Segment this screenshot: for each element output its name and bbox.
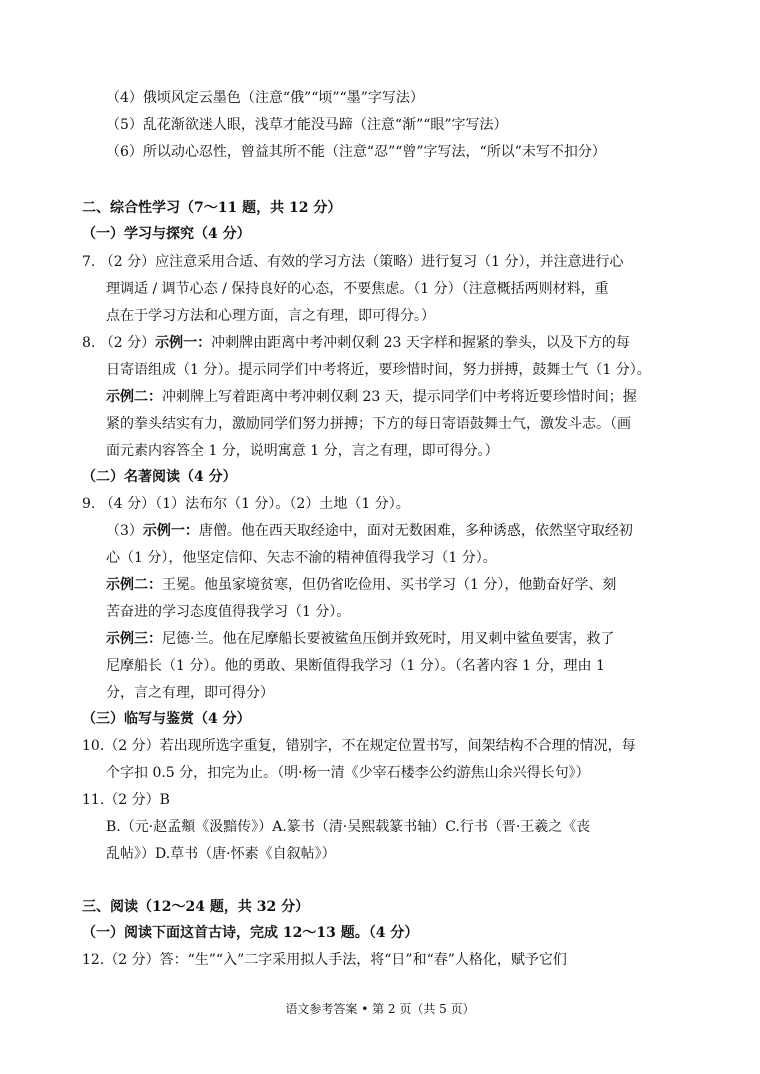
q8-line-4: 紧的拳头结实有力，激励同学们努力拼搏；下方的每日寄语鼓舞士气，激发斗志。（画 [106,416,631,432]
q9-example-2-label: 示例二： [106,577,162,593]
q9-line-4 [106,575,616,595]
answer-line-5: （5）乱花渐欲迷人眼，浅草才能没马蹄（注意“渐”“眼”字写法） [106,117,508,133]
subsection-heading-2: （二）名著阅读（4 分） [82,469,237,485]
q8-line-3-rest: 冲刺牌上写着距离中考冲刺仅剩 23 天，提示同学们中考将近要珍惜时间；握 [162,389,637,405]
q9-line-2 [106,521,633,541]
q9-line-7: 尼摩船长（1 分）。他的勇敢、果断值得我学习（1 分）。（名著内容 1 分，理由 1 [106,658,605,674]
q7-line-1: 7. （2 分）应注意采用合适、有效的学习方法（策略）进行复习（1 分），并注意进行心 [82,254,624,270]
q9-line-5: 苦奋进的学习态度值得我学习（1 分）。 [106,604,351,620]
answer-line-6: （6）所以动心忍性，曾益其所不能（注意“忍”“曾”字写法，“所以”未写不扣分） [106,144,606,160]
q8-line-3 [106,387,637,407]
q8-line-1 [82,333,630,353]
q9-line-6 [106,629,614,649]
q10-line-1: 10.（2 分）若出现所选字重复，错别字，不在规定位置书写，间架结构不合理的情况，每 [82,738,636,754]
q9-sub3-prefix: （3） [106,523,143,539]
q9-line-2-rest: 唐僧。他在西天取经途中，面对无数困难，多种诱惑，依然坚守取经初 [198,523,633,539]
q9-line-3: 心（1 分），他坚定信仰、矢志不渝的精神值得我学习（1 分）。 [106,550,497,566]
q9-line-4-rest: 王冕。他虽家境贫寒，但仍省吃俭用、买书学习（1 分），他勤奋好学、刻 [162,577,617,593]
page-footer: 语文参考答案 • 第 2 页（共 5 页） [285,1002,475,1016]
q11-line-3: 乱帖》）D.草书（唐·怀素《自叙帖》） [106,846,336,862]
q8-line-1-rest: 冲刺牌由距离中考冲刺仅剩 23 天字样和握紧的拳头，以及下方的每 [211,335,630,351]
answer-line-4: （4）俄顷风定云墨色（注意“俄”“顷”“墨”字写法） [106,90,424,106]
q7-line-3: 点在于学习方法和心理方面，言之有理，即可得分。） [106,308,435,324]
subsection-heading-4: （一）阅读下面这首古诗，完成 12～13 题。（4 分） [82,925,419,941]
q10-line-2: 个字扣 0.5 分，扣完为止。（明·杨一清《少宰石楼李公约游焦山余兴得长句》） [106,765,590,781]
subsection-heading-3: （三）临写与鉴赏（4 分） [82,711,251,727]
q8-prefix: 8. （2 分） [82,335,156,351]
q11-line-2: B.（元·赵孟頫《汲黯传》）A.篆书（清·吴熙载篆书轴）C.行书（晋·王羲之《丧 [106,819,591,835]
subsection-heading-1: （一）学习与探究（4 分） [82,226,251,242]
q8-example-2-label: 示例二： [106,389,162,405]
q8-example-1-label: 示例一： [155,335,212,351]
q11-line-1: 11.（2 分）B [82,792,170,808]
q9-line-8: 分，言之有理，即可得分） [106,685,274,701]
q9-line-1: 9. （4 分）（1）法布尔（1 分）。（2）土地（1 分）。 [82,496,410,512]
q8-line-2: 日寄语组成（1 分）。提示同学们中考将近，要珍惜时间，努力拼搏，鼓舞士气（1 分）。 [106,362,651,378]
q9-example-3-label: 示例三： [106,631,162,647]
section-heading-3: 三、阅读（12～24 题，共 32 分） [82,899,310,915]
q12-line-1: 12.（2 分）答：“生”“入”二字采用拟人手法，将“日”和“春”人格化，赋予它们 [82,952,567,968]
q9-example-1-label: 示例一： [142,523,199,539]
q8-line-5: 面元素内容答全 1 分，说明寓意 1 分，言之有理，即可得分。） [106,443,499,459]
q7-line-2: 理调适 / 调节心态 / 保持良好的心态，不要焦虑。（1 分）（注意概括两则材料，重 [106,281,609,297]
section-heading-2: 二、综合性学习（7～11 题，共 12 分） [82,200,342,216]
q9-line-6-rest: 尼德·兰。他在尼摩船长要被鲨鱼压倒并致死时，用叉刺中鲨鱼要害，救了 [162,631,615,647]
